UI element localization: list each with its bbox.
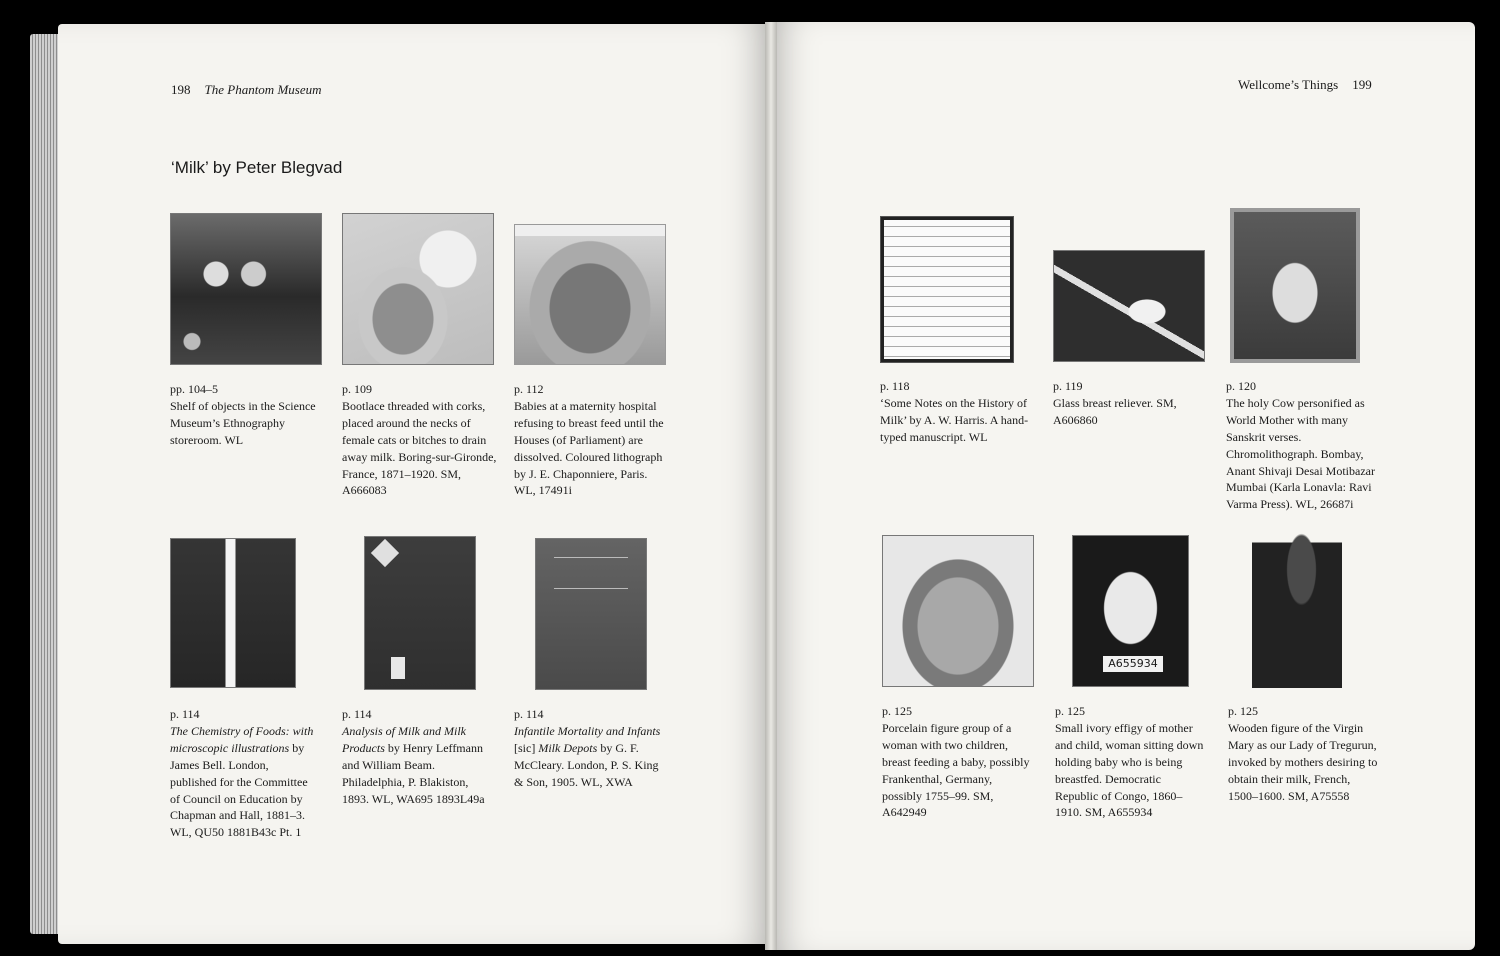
caption-text: by Henry Leffmann and William Beam. Philadelphia, P. Blakiston, 1893. WL, WA695 1893L49a: [342, 740, 485, 806]
caption-text: Babies at a maternity hospital refusing to breast feed until the Houses (of Parliament) are dissolved. Coloured lithograph by J. E. Chaponniere, Paris. WL, 17491i: [514, 398, 664, 498]
caption-text: Bootlace threaded with corks, placed around the necks of female cats or bitches to drain away milk. Boring-sur-Gironde, France, 1871–1920. SM, A666083: [342, 398, 497, 498]
caption-text: Wooden figure of the Virgin Mary as our Lady of Tregurun, invoked by mothers desiring to obtain their milk, French, 1500–1600. SM, A75558: [1228, 720, 1378, 803]
shelf-photo: [170, 213, 322, 365]
caption-book-title-2: Milk Depots: [538, 740, 598, 755]
caption-text: by James Bell. London, published for the Committee of Council on Education by Chapman and Hall, 1881–3. WL, QU50 1881B43c Pt. 1: [170, 740, 308, 840]
caption-text: Porcelain figure group of a woman with two children, breast feeding a baby, possibly Frankenthal, Germany, possibly 1755–99. SM, A642949: [882, 720, 1030, 820]
glass-breast-reliever-image: [1053, 250, 1205, 362]
holy-cow-image: [1230, 208, 1360, 363]
left-running-head: [171, 82, 322, 98]
caption-book-title: Infantile Mortality and Infants: [514, 723, 661, 738]
caption-item-4: [170, 706, 315, 841]
right-running-head: [1238, 77, 1372, 93]
caption-page-ref: p. 120: [1226, 379, 1256, 393]
caption-text: The holy Cow personified as World Mother with many Sanskrit verses. Chromolithograph. Bombay, Anant Shivaji Desai Motibazar Mumbai (Karla Lonavla: Ravi Varma Press). WL, 26687i: [1226, 395, 1375, 512]
book-infantile-mortality-image: [535, 538, 647, 690]
right-page-number: 199: [1352, 77, 1372, 92]
caption-page-ref: p. 125: [882, 704, 912, 718]
caption-item-7: [880, 378, 1038, 446]
specimen-tag: A655934: [1103, 656, 1163, 672]
caption-book-title: Analysis of Milk and Milk Products: [342, 723, 466, 755]
caption-item-9: [1226, 378, 1386, 513]
caption-item-2: [342, 381, 497, 499]
caption-page-ref: p. 118: [880, 379, 910, 393]
caption-item-11: [1055, 703, 1205, 821]
caption-item-1: [170, 381, 325, 449]
caption-item-12: [1228, 703, 1378, 804]
book-gutter: [765, 22, 777, 950]
caption-text: Small ivory effigy of mother and child, woman sitting down holding baby who is being breastfed. Democratic Republic of Congo, 1860–1910. SM, A655934: [1055, 720, 1204, 820]
ivory-effigy-image: [1072, 535, 1189, 687]
caption-page-ref: p. 119: [1053, 379, 1083, 393]
caption-page-ref: p. 125: [1055, 704, 1085, 718]
caption-page-ref: pp. 104–5: [170, 382, 218, 396]
caption-page-ref: p. 112: [514, 382, 544, 396]
caption-item-10: [882, 703, 1032, 821]
corks-photo: [342, 213, 494, 365]
book-chemistry-of-foods-image: [170, 538, 296, 688]
left-running-title: The Phantom Museum: [204, 82, 322, 97]
porcelain-figure-image: [882, 535, 1034, 687]
section-title: ‘Milk’ by Peter Blegvad: [171, 158, 343, 177]
caption-page-ref: p. 114: [170, 707, 200, 721]
caption-item-6: [514, 706, 669, 791]
caption-page-ref: p. 125: [1228, 704, 1258, 718]
caption-item-5: [342, 706, 492, 807]
left-page-number: 198: [171, 82, 191, 97]
manuscript-image: [880, 216, 1014, 363]
caption-page-ref: p. 109: [342, 382, 372, 396]
caption-sic: [sic]: [514, 740, 539, 755]
lithograph-image: [514, 224, 666, 365]
caption-text: Glass breast reliever. SM, A606860: [1053, 395, 1177, 427]
caption-text: by G. F. McCleary. London, P. S. King & Son, 1905. WL, XWA: [514, 740, 659, 789]
caption-page-ref: p. 114: [514, 707, 544, 721]
caption-item-8: [1053, 378, 1203, 429]
wooden-virgin-image: [1252, 530, 1342, 688]
caption-item-3: [514, 381, 669, 499]
caption-page-ref: p. 114: [342, 707, 372, 721]
caption-book-title: The Chemistry of Foods: with microscopic illustrations: [170, 723, 314, 755]
caption-text: ‘Some Notes on the History of Milk’ by A. W. Harris. A hand-typed manuscript. WL: [880, 395, 1029, 444]
right-running-title: Wellcome’s Things: [1238, 77, 1339, 92]
caption-text: Shelf of objects in the Science Museum’s Ethnography storeroom. WL: [170, 398, 316, 447]
book-analysis-of-milk-image: [364, 536, 476, 690]
